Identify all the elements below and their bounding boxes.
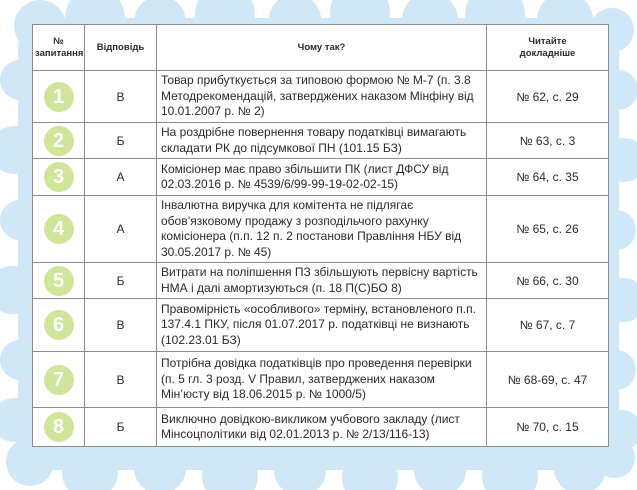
answer-cell: В — [85, 299, 157, 352]
reference-cell: № 63, с. 3 — [487, 123, 609, 159]
explanation-cell: Потрібна довідка податківців про проведення перевірки (п. 5 гл. 3 розд. V Правил, затверджених наказом Мін’юсту від 18.06.2015 р. № 1000/5) — [157, 352, 487, 408]
answer-cell: А — [85, 159, 157, 196]
explanation-cell: Комісіонер має право збільшити ПК (лист ДФСУ від 02.03.2016 р. № 4539/6/99-99-19-02-02-15) — [157, 159, 487, 196]
reference-cell: № 66, с. 30 — [487, 263, 609, 299]
reference-cell: № 65, с. 26 — [487, 196, 609, 263]
table-row — [33, 196, 609, 263]
answer-cell: Б — [85, 408, 157, 447]
header-why: Чому так? — [157, 25, 487, 71]
question-number-badge: 2 — [44, 126, 74, 156]
question-number-badge: 1 — [44, 82, 74, 112]
question-number-badge: 5 — [44, 266, 74, 296]
question-number-cell — [33, 196, 85, 263]
explanation-cell: Виключно довідкою-викликом учбового закладу (лист Мінсоцполітики від 02.01.2013 р. № 2/13/116-13) — [157, 408, 487, 447]
answers-table — [32, 24, 609, 447]
question-number-cell — [33, 71, 85, 123]
reference-cell: № 67, с. 7 — [487, 299, 609, 352]
table-row — [33, 352, 609, 408]
table-row — [33, 71, 609, 123]
answer-cell: В — [85, 352, 157, 408]
table-row — [33, 299, 609, 352]
explanation-cell: Інвалютна виручка для комітента не підлягає обов’язковому продажу з розподільчого рахунку комісіонера (п.п. 12 п. 2 постанови Правління НБУ від 30.05.2017 р. № 45) — [157, 196, 487, 263]
reference-cell: № 62, с. 29 — [487, 71, 609, 123]
answer-cell: В — [85, 71, 157, 123]
question-number-cell — [33, 408, 85, 447]
question-number-badge: 4 — [44, 214, 74, 244]
table-row — [33, 263, 609, 299]
explanation-cell: Правомірність «особливого» терміну, встановленого п.п. 137.4.1 ПКУ, після 01.07.2017 р. податківці не визнають (102.23.01 БЗ) — [157, 299, 487, 352]
answer-cell: Б — [85, 263, 157, 299]
question-number-cell — [33, 352, 85, 408]
explanation-cell: Витрати на поліпшення ПЗ збільшують первісну вартість НМА і далі амортизуються (п. 18 П(С)БО 8) — [157, 263, 487, 299]
table-header-row — [33, 25, 609, 71]
reference-cell: № 70, с. 15 — [487, 408, 609, 447]
question-number-cell — [33, 263, 85, 299]
answer-cell: Б — [85, 123, 157, 159]
table-row — [33, 159, 609, 196]
explanation-cell: Товар прибуткується за типовою формою № М-7 (п. 3.8 Методрекомендацій, затверджених наказом Мінфіну від 10.01.2007 р. № 2) — [157, 71, 487, 123]
answer-cell: А — [85, 196, 157, 263]
reference-cell: № 64, с. 35 — [487, 159, 609, 196]
question-number-badge: 6 — [44, 310, 74, 340]
question-number-badge: 7 — [44, 365, 74, 395]
table-row — [33, 123, 609, 159]
question-number-cell — [33, 299, 85, 352]
question-number-badge: 8 — [44, 412, 74, 442]
reference-cell: № 68-69, с. 47 — [487, 352, 609, 408]
question-number-badge: 3 — [44, 162, 74, 192]
header-read-more: Читайте докладніше — [487, 25, 609, 71]
question-number-cell — [33, 123, 85, 159]
question-number-cell — [33, 159, 85, 196]
header-answer: Відповідь — [85, 25, 157, 71]
header-question-number: № запитання — [33, 25, 85, 71]
table-row — [33, 408, 609, 447]
explanation-cell: На роздрібне повернення товару податківці вимагають складати РК до підсумкової ПН (101.15 БЗ) — [157, 123, 487, 159]
